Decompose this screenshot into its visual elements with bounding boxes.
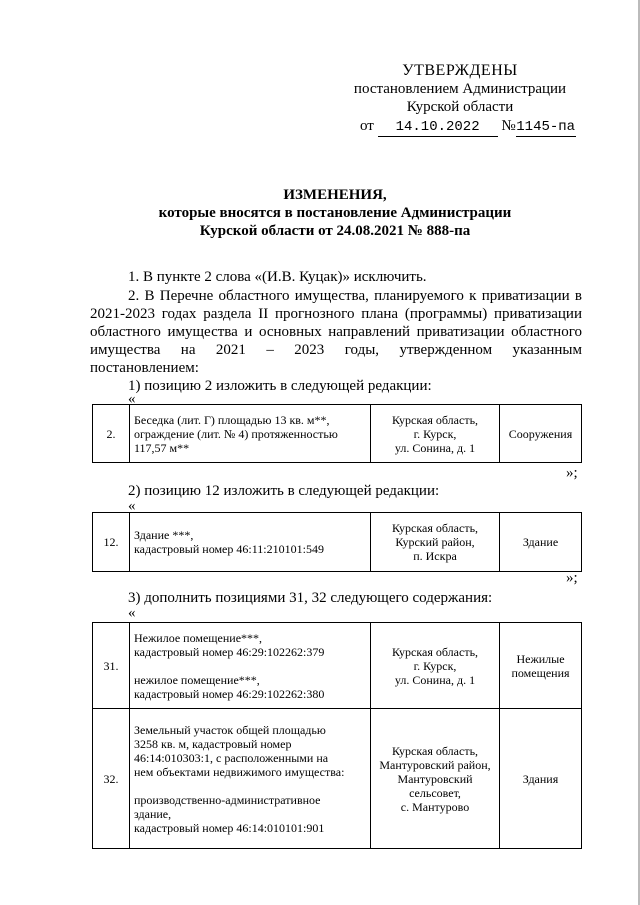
paragraph-2-line-1: 2. В Перечне областного имущества, планируемого к приватизации в [128, 288, 582, 304]
heading-line-1: ИЗМЕНЕНИЯ, [283, 187, 387, 203]
date-value: 14.10.2022 [378, 118, 498, 137]
desc-line: кадастровый номер 46:29:102262:380 [134, 686, 325, 701]
position-number: 12. [93, 513, 130, 572]
approval-line-1: постановлением Администрации [353, 81, 567, 97]
position-number: 32. [93, 709, 130, 849]
desc-line: Нежилое помещение***, [134, 630, 263, 645]
word: утвержденном [399, 342, 493, 358]
paragraph-2-line-2: 2021-2023 годах раздела II прогнозного плана (программы) приватизации [90, 306, 582, 322]
spacer [134, 659, 366, 673]
close-quote-2: »; [566, 570, 578, 586]
table-row [93, 405, 582, 463]
word: имущества [90, 342, 161, 358]
desc-line: нем объектами недвижимого имущества: [134, 764, 345, 779]
close-quote-1: »; [566, 465, 578, 481]
subitem-1: 1) позицию 2 изложить в следующей редакции: [128, 378, 432, 394]
word: 2023 [294, 342, 325, 358]
addr-line: Курский район, [395, 535, 475, 549]
object-type [500, 623, 582, 709]
object-type: Здание [500, 513, 582, 572]
table-position-2 [92, 404, 582, 463]
paragraph-2-line-5: постановлением: [90, 360, 199, 376]
object-address [371, 709, 500, 849]
desc-line: 46:14:010303:1, с расположенными на [134, 750, 329, 765]
desc-line: здание, [134, 806, 172, 821]
type-line: Нежилые [516, 651, 565, 666]
approval-title: УТВЕРЖДЕНЫ [402, 62, 518, 79]
number-value: 1145-па [516, 119, 576, 135]
desc-line: 3258 кв. м, кадастровый номер [134, 736, 292, 751]
table-row [93, 623, 582, 709]
addr-line: Курская область, [391, 521, 479, 535]
heading-line-3: Курской области от 24.08.2021 № 888-па [199, 223, 471, 239]
addr-line: Мантуровский район, [379, 757, 491, 772]
object-address [371, 623, 500, 709]
document-heading [100, 186, 570, 240]
desc-line: кадастровый номер 46:14:010101:901 [134, 820, 325, 835]
addr-line: Курская область, [391, 743, 479, 758]
desc-line: 117,57 м** [134, 440, 190, 455]
table-positions-31-32 [92, 622, 582, 849]
approval-block [340, 62, 580, 116]
addr-line: г. Курск, [413, 426, 457, 441]
desc-line: Здание ***, [134, 528, 194, 542]
desc-line: кадастровый номер 46:11:210101:549 [134, 542, 324, 556]
addr-line: ул. Сонина, д. 1 [394, 672, 476, 687]
table-row [93, 513, 582, 572]
paragraph-2-line-3: областного имущества и основных направлений приватизации областного [90, 324, 582, 340]
desc-line: производственно-административное [134, 792, 321, 807]
table-row [93, 709, 582, 849]
addr-line: ул. Сонина, д. 1 [394, 440, 476, 455]
addr-line: Мантуровский [397, 771, 473, 786]
object-description [130, 513, 371, 572]
word: указанным [512, 342, 582, 358]
desc-line: Беседка (лит. Г) площадью 13 кв. м**, [134, 412, 330, 427]
addr-line: с. Мантурово [400, 799, 470, 814]
object-description [130, 623, 371, 709]
object-description [130, 709, 371, 849]
desc-line: Земельный участок общей площадью [134, 722, 326, 737]
object-address [371, 513, 500, 572]
table-position-12 [92, 512, 582, 572]
object-type: Здания [500, 709, 582, 849]
open-quote-3: « [128, 605, 136, 621]
paragraph-2-line-4 [90, 341, 582, 359]
desc-line: ограждение (лит. № 4) протяженностью [134, 426, 338, 441]
word: 2021 [215, 342, 246, 358]
date-prefix: от [360, 118, 374, 134]
object-description [130, 405, 371, 463]
addr-line: г. Курск, [413, 658, 457, 673]
desc-line: нежилое помещение***, [134, 672, 260, 687]
heading-line-2: которые вносятся в постановление Администрации [158, 205, 512, 221]
position-number: 2. [93, 405, 130, 463]
addr-line: п. Искра [413, 549, 457, 563]
addr-line: сельсовет, [409, 785, 461, 800]
object-type: Сооружения [500, 405, 582, 463]
addr-line: Курская область, [391, 644, 479, 659]
subitem-3: 3) дополнить позициями 31, 32 следующего содержания: [128, 590, 493, 606]
approval-line-2: Курской области [406, 99, 514, 115]
position-number: 31. [93, 623, 130, 709]
open-quote-2: « [128, 498, 136, 514]
spacer [134, 779, 366, 793]
paragraph-2 [90, 287, 582, 377]
subitem-2: 2) позицию 12 изложить в следующей редакции: [128, 483, 440, 499]
number-prefix: № [501, 118, 516, 134]
addr-line: Курская область, [391, 412, 479, 427]
word: – [266, 342, 274, 358]
approval-date-line [360, 117, 590, 137]
desc-line: кадастровый номер 46:29:102262:379 [134, 644, 325, 659]
word: годы, [344, 342, 380, 358]
paragraph-1: 1. В пункте 2 слова «(И.В. Куцак)» исключить. [128, 269, 427, 285]
word: на [180, 342, 196, 358]
object-address [371, 405, 500, 463]
type-line: помещения [511, 665, 570, 680]
open-quote-1: « [128, 391, 136, 407]
